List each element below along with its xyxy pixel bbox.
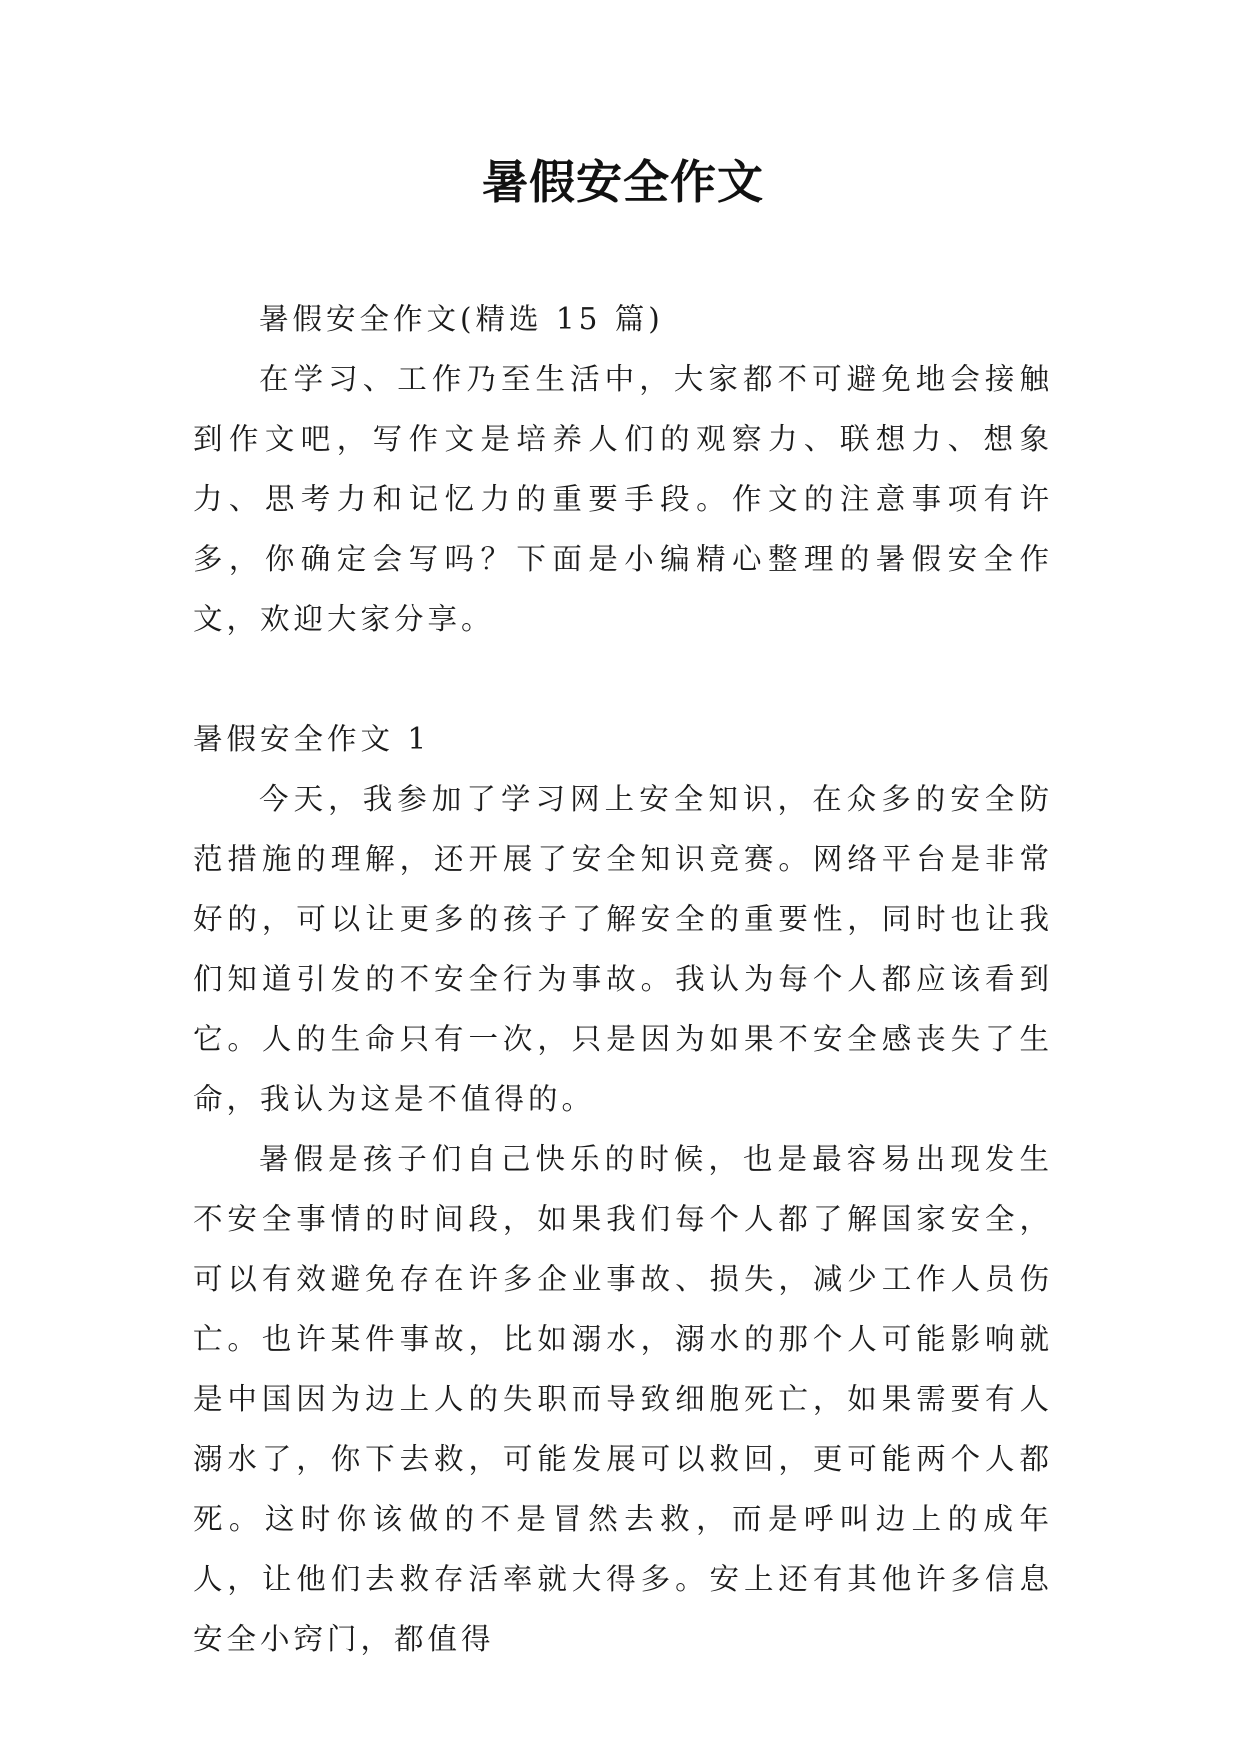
intro-paragraph: 在学习、工作乃至生活中，大家都不可避免地会接触到作文吧，写作文是培养人们的观察力、联想力、想象力、思考力和记忆力的重要手段。作文的注意事项有许多，你确定会写吗？下面是小编精心整理的暑假安全作文，欢迎大家分享。 bbox=[193, 362, 1053, 636]
document-body bbox=[193, 289, 1053, 1669]
section-heading: 暑假安全作文 1 bbox=[193, 722, 431, 756]
body-paragraph-1: 今天，我参加了学习网上安全知识，在众多的安全防范措施的理解，还开展了安全知识竞赛。网络平台是非常好的，可以让更多的孩子了解安全的重要性，同时也让我们知道引发的不安全行为事故。我认为每个人都应该看到它。人的生命只有一次，只是因为如果不安全感丧失了生命，我认为这是不值得的。 bbox=[193, 782, 1053, 1116]
document-title: 暑假安全作文 bbox=[482, 155, 764, 209]
document-subtitle: 暑假安全作文(精选 15 篇) bbox=[259, 302, 664, 336]
section-spacer bbox=[193, 649, 1053, 709]
body-paragraph-2: 暑假是孩子们自己快乐的时候，也是最容易出现发生不安全事情的时间段，如果我们每个人都了解国家安全，可以有效避免存在许多企业事故、损失，减少工作人员伤亡。也许某件事故，比如溺水，溺水的那个人可能影响就是中国因为边上人的失职而导致细胞死亡，如果需要有人溺水了，你下去救，可能发展可以救回，更可能两个人都死。这时你该做的不是冒然去救，而是呼叫边上的成年人，让他们去救存活率就大得多。安上还有其他许多信息安全小窍门，都值得 bbox=[193, 1142, 1053, 1656]
